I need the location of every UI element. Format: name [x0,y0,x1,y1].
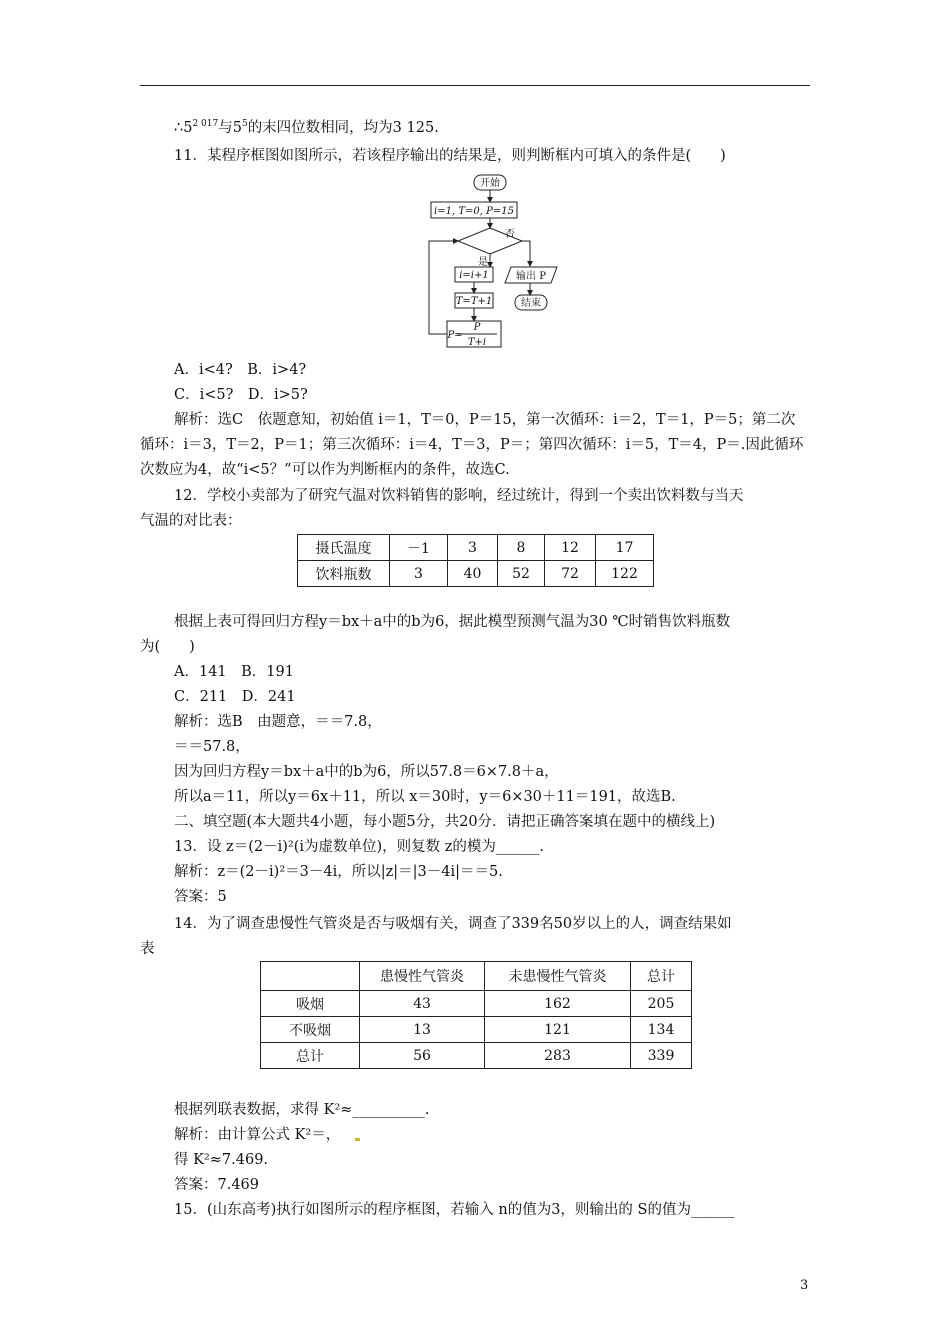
table-cell: 40 [448,561,498,587]
q12-options-cd: C．211 D．241 [174,689,296,705]
flow-no-label: 否 [505,229,515,240]
table-cell: 8 [498,535,545,561]
question-13: 13．设 z＝(2－i)²(i为虚数单位)，则复数 z的模为______. [174,839,544,855]
table-cell: 339 [631,1043,692,1069]
question-12-line1: 12．学校小卖部为了研究气温对饮料销售的影响，经过统计，得到一个卖出饮料数与当天 [174,488,744,504]
q14-solution-1: 解析：由计算公式 K²＝， [174,1127,341,1143]
flow-step2-label: T=T+1 [455,296,493,307]
table-cell: 12 [545,535,596,561]
table-cell: 吸烟 [261,991,360,1017]
q12-after-2: 为( ) [140,639,195,655]
table-cell: 43 [360,991,485,1017]
table-cell: 134 [631,1017,692,1043]
table-cell: 72 [545,561,596,587]
q13-solution: 解析：z＝(2－i)²＝3－4i，所以|z|＝|3－4i|＝＝5. [174,864,503,880]
flow-end-label: 结束 [521,298,541,309]
section-2-heading: 二、填空题(本大题共4小题，每小题5分，共20分．请把正确答案填在题中的横线上) [174,814,716,830]
q12-solution-1: 解析：选B 由题意，＝＝7.8， [174,714,382,730]
table-cell: 未患慢性气管炎 [485,962,631,991]
question-15: 15．(山东高考)执行如图所示的程序框图，若输入 n的值为3，则输出的 S的值为______ [174,1202,735,1218]
table-row [298,535,654,561]
table-cell: 不吸烟 [261,1017,360,1043]
q11-solution-1: 解析：选C 依题意知，初始值 i＝1，T＝0，P＝15，第一次循环：i＝2，T＝1，P＝5；第二次 [174,412,796,428]
temperature-table [297,534,654,587]
table-row [298,561,654,587]
table-row [261,1043,692,1069]
table-row [261,991,692,1017]
table-row [261,1017,692,1043]
table-cell [261,962,360,991]
table-cell: 122 [596,561,654,587]
table-cell: 3 [448,535,498,561]
table-cell: 患慢性气管炎 [360,962,485,991]
table-cell: 摄氏温度 [298,535,390,561]
flow-step1-label: i=i+1 [459,270,489,281]
question-12-line2: 气温的对比表： [140,513,242,529]
flow-step3-lhs: P= [447,330,463,341]
table-cell: 总计 [261,1043,360,1069]
q12-after-1: 根据上表可得回归方程y＝bx＋a中的b为6，据此模型预测气温为30 ℃时销售饮料瓶数 [174,614,731,630]
question-14-line1: 14．为了调查患慢性气管炎是否与吸烟有关，调查了339名50岁以上的人，调查结果如 [174,916,732,932]
flow-start-label: 开始 [480,178,500,189]
q11-solution-3: 次数应为4，故“i<5？”可以作为判断框内的条件，故选C. [140,462,510,478]
page-number: 3 [800,1278,809,1293]
highlight-mark [355,1138,360,1141]
flow-step3-den: T+i [467,337,487,348]
smoking-table [260,961,692,1069]
q12-solution-3: 因为回归方程y＝bx＋a中的b为6，所以57.8＝6×7.8＋a， [174,764,559,780]
table-cell: －1 [390,535,448,561]
table-cell: 56 [360,1043,485,1069]
table-cell: 205 [631,991,692,1017]
table-cell: 17 [596,535,654,561]
q14-solution-2: 得 K²≈7.469. [174,1152,269,1168]
table-cell: 13 [360,1017,485,1043]
q13-answer: 答案：5 [174,889,227,905]
flow-step3-num: P [473,322,481,333]
q14-answer: 答案：7.469 [174,1177,260,1193]
table-cell: 283 [485,1043,631,1069]
flow-yes-label: 是 [478,257,488,268]
flowchart [417,171,567,353]
question-11: 11．某程序框图如图所示，若该程序输出的结果是，则判断框内可填入的条件是( ) [174,148,726,164]
q12-options-ab: A．141 B．191 [174,664,294,680]
q14-after: 根据列联表数据，求得 K²≈__________. [174,1102,430,1118]
table-cell: 162 [485,991,631,1017]
table-cell: 饮料瓶数 [298,561,390,587]
line-conclusion: $\therefore 5^{2 017}$与$5^5$的末四位数相同，均为3 125. [174,119,439,136]
table-cell: 52 [498,561,545,587]
q11-options-cd: C．i<5? D．i>5? [174,387,308,403]
q12-solution-2: ＝＝57.8， [174,739,250,755]
q11-solution-2: 循环：i＝3，T＝2，P＝1；第三次循环：i＝4，T＝3，P＝；第四次循环：i＝5，T＝4，P＝.因此循环 [140,437,804,453]
q11-options-ab: A．i<4? B．i>4? [174,362,307,378]
header-rule [140,85,810,86]
flow-init-label: i=1, T=0, P=15 [434,206,514,217]
table-cell: 总计 [631,962,692,991]
table-row [261,962,692,991]
table-cell: 3 [390,561,448,587]
flow-output-label: 输出 P [516,271,546,282]
table-cell: 121 [485,1017,631,1043]
q12-solution-4: 所以a＝11，所以y＝6x＋11，所以 x＝30时，y＝6×30＋11＝191，故选B. [174,789,676,805]
question-14-line2: 表 [140,941,155,957]
